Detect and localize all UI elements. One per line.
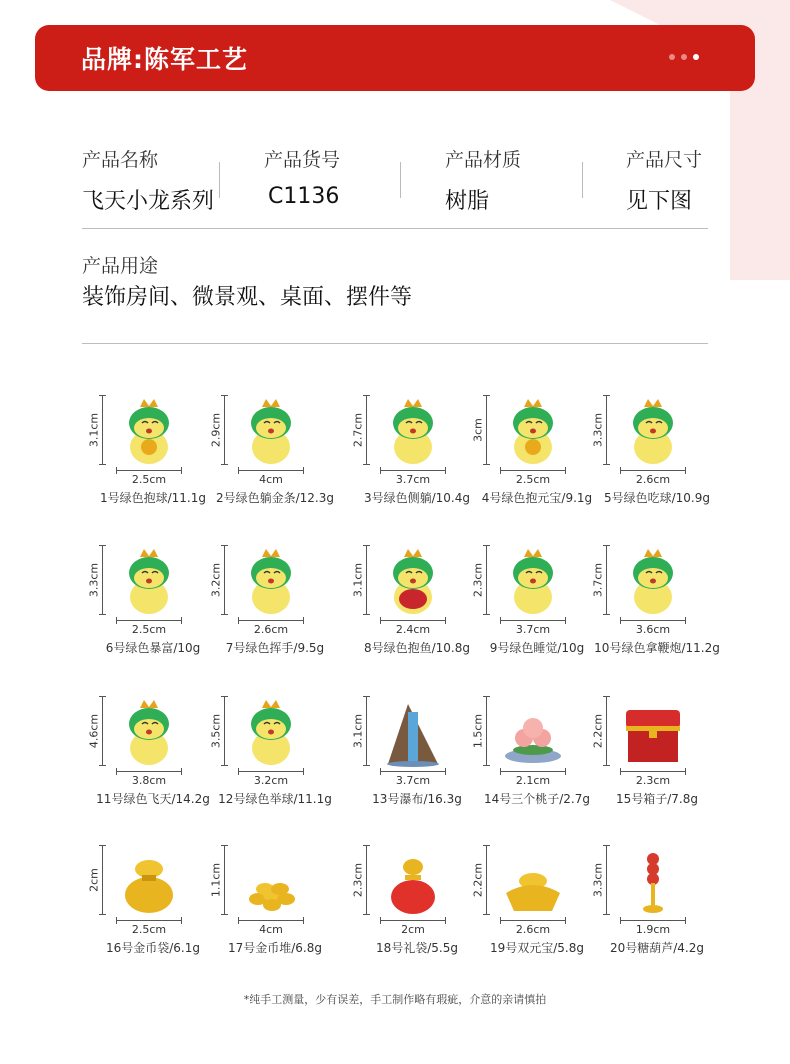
product-caption: 3号绿色侧躺/10.4g [363,491,470,505]
width-label: 2.5cm [131,473,167,486]
width-label: 2.6cm [253,623,289,636]
product-caption: 13号瀑布/16.3g [372,792,462,806]
width-label: 2.6cm [635,473,671,486]
gold-ingot-icon [502,847,564,917]
height-dimension [592,845,612,915]
height-label: 3.3cm [591,412,605,448]
height-dimension [592,545,612,615]
green-dragon-ingot-icon [502,397,564,467]
product-caption: 1号绿色抱球/11.1g [99,491,206,505]
width-label: 2.4cm [395,623,431,636]
product-caption: 11号绿色飞天/14.2g [96,792,210,806]
width-line [116,920,182,921]
height-label: 3.5cm [209,713,223,749]
product-caption: 15号箱子/7.8g [615,792,698,806]
width-label: 2.1cm [515,774,551,787]
height-line [366,845,367,915]
green-dragon-side-icon [382,397,444,467]
product-caption: 10号绿色拿鞭炮/11.2g [594,641,720,655]
spec-value: 见下图 [626,189,693,214]
spec-label: 产品尺寸 [626,149,703,171]
product-item [592,696,742,816]
height-line [102,845,103,915]
product-caption: 2号绿色躺金条/12.3g [215,491,334,505]
spec-value: 树脂 [445,189,490,214]
height-label: 3.1cm [351,562,365,598]
height-dimension [472,545,492,615]
width-line [380,470,446,471]
height-line [486,545,487,615]
width-label: 2.3cm [635,774,671,787]
height-label: 2.2cm [591,713,605,749]
height-label: 2.7cm [351,412,365,448]
spec-label: 产品货号 [264,149,341,171]
width-label: 2.5cm [131,923,167,936]
height-dimension [472,696,492,766]
width-label: 1.9cm [635,923,671,936]
width-label: 2cm [401,923,425,936]
height-label: 2.3cm [471,562,485,598]
height-label: 3.1cm [351,713,365,749]
width-line [116,771,182,772]
waterfall-icon [382,698,444,768]
height-dimension [88,845,108,915]
green-dragon-rich-icon [118,547,180,617]
width-line [380,920,446,921]
usage-value: 装饰房间、微景观、桌面、摆件等 [82,285,413,310]
width-line [620,920,686,921]
width-label: 3.6cm [635,623,671,636]
product-caption: 7号绿色挥手/9.5g [225,641,325,655]
height-label: 2cm [87,868,101,892]
width-line [238,470,304,471]
height-label: 3.3cm [591,862,605,898]
height-dimension [472,845,492,915]
height-label: 2.3cm [351,862,365,898]
height-label: 1.1cm [209,862,223,898]
height-line [486,696,487,766]
product-item [592,845,742,965]
height-dimension [352,696,372,766]
height-line [224,845,225,915]
height-dimension [592,395,612,465]
height-line [224,696,225,766]
height-label: 2.2cm [471,862,485,898]
product-caption: 17号金币堆/6.8g [227,941,322,955]
height-line [606,395,607,465]
height-dimension [88,545,108,615]
height-line [224,395,225,465]
usage-label: 产品用途 [82,255,159,277]
product-caption: 5号绿色吃球/10.9g [603,491,710,505]
width-line [116,620,182,621]
width-line [500,470,566,471]
height-line [366,395,367,465]
width-line [500,920,566,921]
product-caption: 14号三个桃子/2.7g [483,792,590,806]
width-line [238,771,304,772]
peaches-icon [502,698,564,768]
product-caption: 9号绿色睡觉/10g [489,641,585,655]
product-caption: 8号绿色抱鱼/10.8g [363,641,470,655]
height-label: 3.1cm [87,412,101,448]
spec-value: C1136 [268,184,340,209]
green-dragon-lying-icon [240,397,302,467]
height-dimension [352,845,372,915]
spec-label: 产品名称 [82,149,159,171]
width-line [116,470,182,471]
height-line [606,696,607,766]
width-label: 3.7cm [395,774,431,787]
height-label: 4.6cm [87,713,101,749]
green-dragon-fish-icon [382,547,444,617]
product-item [592,545,742,665]
width-line [500,620,566,621]
width-label: 3.2cm [253,774,289,787]
height-dimension [592,696,612,766]
height-line [486,845,487,915]
width-label: 3.8cm [131,774,167,787]
height-label: 1.5cm [471,713,485,749]
height-label: 3.7cm [591,562,605,598]
height-line [606,545,607,615]
height-dimension [472,395,492,465]
width-label: 2.6cm [515,923,551,936]
green-dragon-sleep-icon [502,547,564,617]
height-line [366,696,367,766]
green-dragon-eat-icon [622,397,684,467]
width-line [238,920,304,921]
height-line [606,845,607,915]
height-line [102,696,103,766]
gift-bag-icon [382,847,444,917]
height-dimension [352,395,372,465]
gold-coins-icon [240,847,302,917]
width-line [620,620,686,621]
height-dimension [210,845,230,915]
product-caption: 18号礼袋/5.5g [375,941,458,955]
product-caption: 16号金币袋/6.1g [105,941,200,955]
height-label: 3cm [471,418,485,442]
spec-label: 产品材质 [445,149,522,171]
height-dimension [88,696,108,766]
width-label: 4cm [259,473,283,486]
height-label: 2.9cm [209,412,223,448]
green-dragon-firecracker-icon [622,547,684,617]
width-label: 4cm [259,923,283,936]
height-line [486,395,487,465]
height-line [366,545,367,615]
product-item [592,395,742,515]
green-dragon-lift-icon [240,698,302,768]
product-caption: 12号绿色举球/11.1g [218,792,332,806]
treasure-chest-icon [622,698,684,768]
brand-title: 品牌:陈军工艺 [81,45,248,74]
height-dimension [352,545,372,615]
width-line [238,620,304,621]
width-line [620,771,686,772]
product-caption: 6号绿色暴富/10g [105,641,201,655]
height-dimension [88,395,108,465]
height-line [224,545,225,615]
green-dragon-ball-icon [118,397,180,467]
width-line [380,771,446,772]
gold-bag-icon [118,847,180,917]
spec-value: 飞天小龙系列 [82,189,215,214]
width-label: 3.7cm [395,473,431,486]
footnote: *纯手工测量，少有误差，手工制作略有瑕疵，介意的亲请慎拍 [243,993,547,1006]
height-dimension [210,395,230,465]
product-caption: 4号绿色抱元宝/9.1g [481,491,593,505]
height-line [102,395,103,465]
height-dimension [210,545,230,615]
height-label: 3.3cm [87,562,101,598]
width-line [620,470,686,471]
height-line [102,545,103,615]
width-label: 3.7cm [515,623,551,636]
product-caption: 19号双元宝/5.8g [489,941,584,955]
product-caption: 20号糖葫芦/4.2g [609,941,704,955]
candied-haws-icon [622,847,684,917]
width-line [380,620,446,621]
green-dragon-wave-icon [240,547,302,617]
width-line [500,771,566,772]
height-dimension [210,696,230,766]
width-label: 2.5cm [515,473,551,486]
green-dragon-fly-icon [118,698,180,768]
height-label: 3.2cm [209,562,223,598]
width-label: 2.5cm [131,623,167,636]
